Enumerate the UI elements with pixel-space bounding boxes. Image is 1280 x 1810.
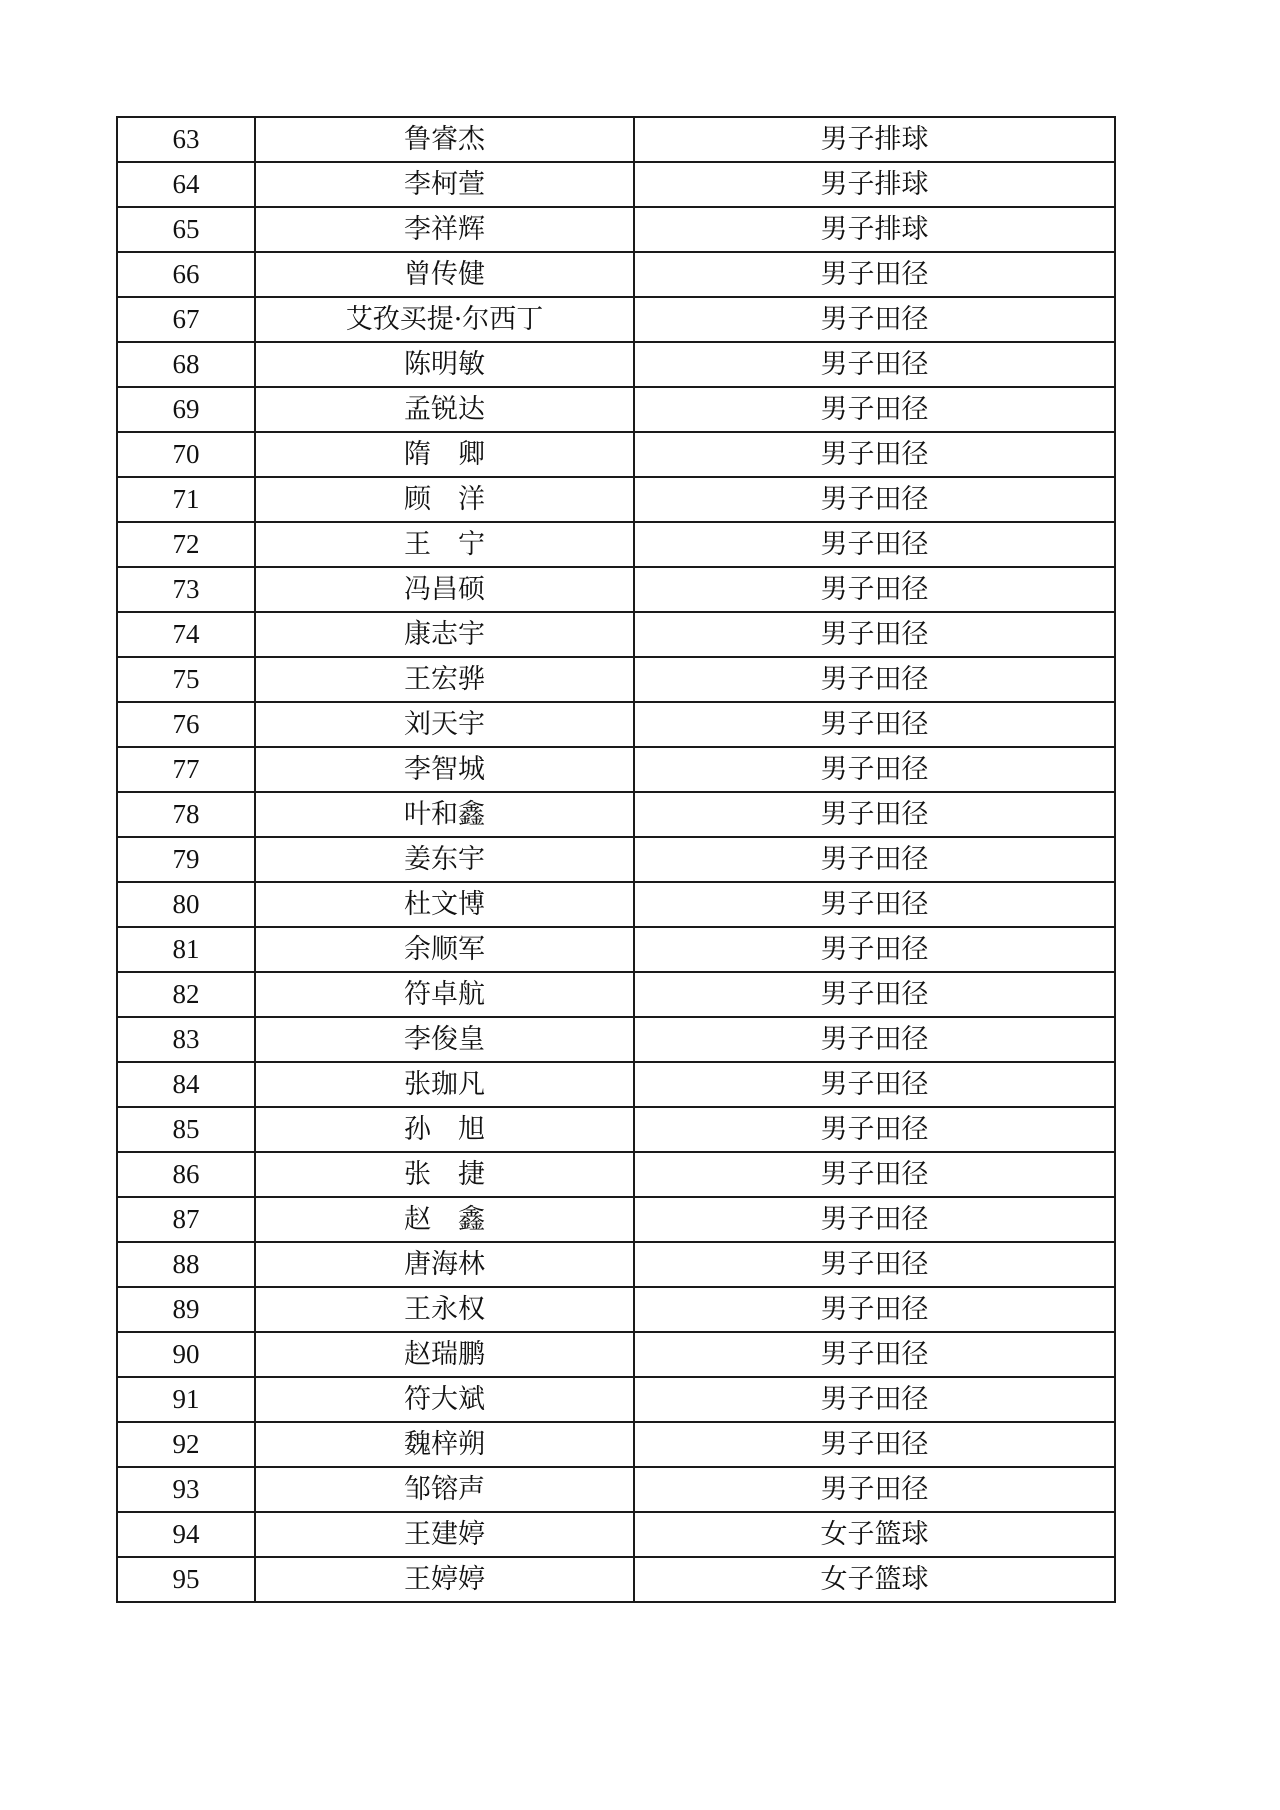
athlete-name-cell: 赵瑞鹏 [255,1332,634,1377]
athlete-name-cell: 隋 卿 [255,432,634,477]
table-row [117,1017,1115,1062]
row-number-cell: 69 [117,387,255,432]
table-row [117,837,1115,882]
athlete-name-cell: 王 宁 [255,522,634,567]
row-number-cell: 81 [117,927,255,972]
athlete-name-cell: 叶和鑫 [255,792,634,837]
row-number-cell: 86 [117,1152,255,1197]
row-number-cell: 76 [117,702,255,747]
table-row [117,1062,1115,1107]
sport-event-cell: 男子田径 [634,1197,1115,1242]
row-number-cell: 75 [117,657,255,702]
row-number-cell: 73 [117,567,255,612]
row-number-cell: 77 [117,747,255,792]
sport-event-cell: 男子田径 [634,432,1115,477]
row-number-cell: 72 [117,522,255,567]
sport-event-cell: 男子田径 [634,1062,1115,1107]
athlete-name-cell: 孙 旭 [255,1107,634,1152]
row-number-cell: 88 [117,1242,255,1287]
table-row [117,792,1115,837]
sport-event-cell: 男子田径 [634,837,1115,882]
row-number-cell: 71 [117,477,255,522]
sport-event-cell: 男子田径 [634,297,1115,342]
row-number-cell: 89 [117,1287,255,1332]
row-number-cell: 64 [117,162,255,207]
table-row [117,1197,1115,1242]
sport-event-cell: 男子田径 [634,1377,1115,1422]
athlete-name-cell: 王婷婷 [255,1557,634,1602]
athlete-name-cell: 李柯萱 [255,162,634,207]
sport-event-cell: 男子田径 [634,972,1115,1017]
athlete-name-cell: 冯昌硕 [255,567,634,612]
table-row [117,1512,1115,1557]
sport-event-cell: 男子田径 [634,477,1115,522]
sport-event-cell: 男子田径 [634,1107,1115,1152]
sport-event-cell: 男子田径 [634,522,1115,567]
sport-event-cell: 男子田径 [634,702,1115,747]
athlete-name-cell: 王永权 [255,1287,634,1332]
sport-event-cell: 男子排球 [634,207,1115,252]
sport-event-cell: 男子田径 [634,882,1115,927]
athlete-name-cell: 李智城 [255,747,634,792]
row-number-cell: 94 [117,1512,255,1557]
sport-event-cell: 男子排球 [634,117,1115,162]
table-row [117,297,1115,342]
row-number-cell: 66 [117,252,255,297]
table-row [117,747,1115,792]
sport-event-cell: 男子田径 [634,657,1115,702]
athlete-name-cell: 赵 鑫 [255,1197,634,1242]
row-number-cell: 65 [117,207,255,252]
athlete-name-cell: 陈明敏 [255,342,634,387]
table-row [117,567,1115,612]
sport-event-cell: 男子田径 [634,342,1115,387]
row-number-cell: 90 [117,1332,255,1377]
sport-event-cell: 男子田径 [634,1242,1115,1287]
table-row [117,342,1115,387]
athlete-name-cell: 唐海林 [255,1242,634,1287]
athlete-name-cell: 康志宇 [255,612,634,657]
row-number-cell: 83 [117,1017,255,1062]
sport-event-cell: 男子田径 [634,1017,1115,1062]
table-row [117,1242,1115,1287]
sport-event-cell: 男子田径 [634,387,1115,432]
table-row [117,657,1115,702]
athlete-name-cell: 魏梓朔 [255,1422,634,1467]
sport-event-cell: 男子田径 [634,1287,1115,1332]
sport-event-cell: 男子排球 [634,162,1115,207]
table-row [117,1332,1115,1377]
row-number-cell: 93 [117,1467,255,1512]
athlete-name-cell: 顾 洋 [255,477,634,522]
athlete-name-cell: 符卓航 [255,972,634,1017]
sport-event-cell: 男子田径 [634,927,1115,972]
row-number-cell: 70 [117,432,255,477]
table-row [117,1377,1115,1422]
row-number-cell: 80 [117,882,255,927]
row-number-cell: 87 [117,1197,255,1242]
row-number-cell: 92 [117,1422,255,1467]
table-row [117,612,1115,657]
row-number-cell: 91 [117,1377,255,1422]
table-row [117,522,1115,567]
table-row [117,1422,1115,1467]
sport-event-cell: 男子田径 [634,1152,1115,1197]
sport-event-cell: 男子田径 [634,567,1115,612]
athlete-name-cell: 姜东宇 [255,837,634,882]
row-number-cell: 85 [117,1107,255,1152]
row-number-cell: 74 [117,612,255,657]
table-row [117,252,1115,297]
athlete-name-cell: 李祥辉 [255,207,634,252]
row-number-cell: 79 [117,837,255,882]
athlete-name-cell: 曾传健 [255,252,634,297]
table-row [117,882,1115,927]
athlete-name-cell: 李俊皇 [255,1017,634,1062]
table-row [117,162,1115,207]
row-number-cell: 82 [117,972,255,1017]
sport-event-cell: 女子篮球 [634,1512,1115,1557]
row-number-cell: 67 [117,297,255,342]
athlete-name-cell: 王建婷 [255,1512,634,1557]
table-row [117,1287,1115,1332]
table-row [117,1152,1115,1197]
sport-event-cell: 男子田径 [634,1422,1115,1467]
table-row [117,1467,1115,1512]
sport-event-cell: 男子田径 [634,612,1115,657]
athlete-name-cell: 鲁睿杰 [255,117,634,162]
table-row [117,477,1115,522]
sport-event-cell: 女子篮球 [634,1557,1115,1602]
row-number-cell: 63 [117,117,255,162]
sport-event-cell: 男子田径 [634,1467,1115,1512]
table-row [117,207,1115,252]
athlete-name-cell: 余顺军 [255,927,634,972]
athlete-name-cell: 艾孜买提·尔西丁 [255,297,634,342]
table-row [117,972,1115,1017]
table-row [117,1107,1115,1152]
table-row [117,117,1115,162]
table-row [117,702,1115,747]
athlete-name-cell: 杜文博 [255,882,634,927]
sport-event-cell: 男子田径 [634,252,1115,297]
sport-event-cell: 男子田径 [634,747,1115,792]
athlete-name-cell: 邹镕声 [255,1467,634,1512]
roster-table [116,116,1116,1603]
sport-event-cell: 男子田径 [634,1332,1115,1377]
table-row [117,387,1115,432]
row-number-cell: 95 [117,1557,255,1602]
athlete-name-cell: 王宏骅 [255,657,634,702]
athlete-name-cell: 孟锐达 [255,387,634,432]
athlete-name-cell: 张 捷 [255,1152,634,1197]
sport-event-cell: 男子田径 [634,792,1115,837]
table-row [117,1557,1115,1602]
row-number-cell: 84 [117,1062,255,1107]
athlete-name-cell: 刘天宇 [255,702,634,747]
table-row [117,927,1115,972]
athlete-name-cell: 张珈凡 [255,1062,634,1107]
table-row [117,432,1115,477]
athlete-name-cell: 符大斌 [255,1377,634,1422]
roster-table-body [117,117,1115,1602]
row-number-cell: 78 [117,792,255,837]
row-number-cell: 68 [117,342,255,387]
